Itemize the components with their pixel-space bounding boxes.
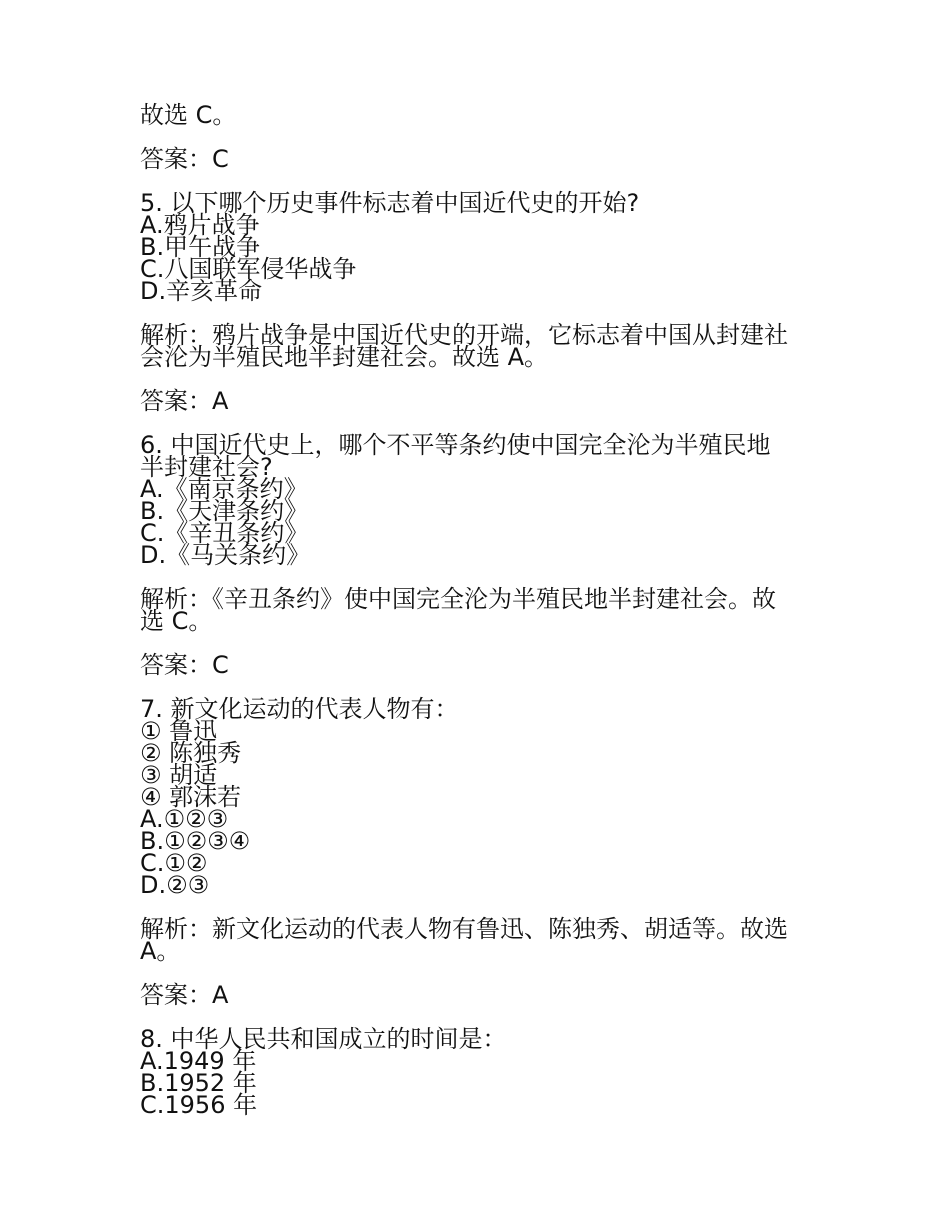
question-6-option-b: B.《天津条约》 <box>140 497 309 525</box>
question-7-option-c: C.①② <box>140 849 208 877</box>
question-6-answer-block <box>140 651 820 679</box>
question-6-analysis <box>140 585 820 635</box>
question-7-analysis <box>140 915 820 965</box>
question-6-analysis-line-2: 选 C。 <box>140 607 213 635</box>
question-7-option-d: D.②③ <box>140 871 210 899</box>
question-6-option-a: A.《南京条约》 <box>140 475 308 503</box>
prev-conclusion: 故选 C。 <box>140 101 237 129</box>
question-7 <box>140 695 820 899</box>
question-7-text: 7. 新文化运动的代表人物有： <box>140 695 459 723</box>
question-5 <box>140 189 820 305</box>
question-7-option-b: B.①②③④ <box>140 827 251 855</box>
question-7-item-1: ① 鲁迅 <box>140 717 218 745</box>
question-5-option-a: A.鸦片战争 <box>140 211 260 239</box>
question-7-answer-block <box>140 981 820 1009</box>
prev-answer-block <box>140 145 820 173</box>
question-8 <box>140 1025 820 1119</box>
question-5-analysis-line-2: 会沦为半殖民地半封建社会。故选 A。 <box>140 343 549 371</box>
question-7-option-a: A.①②③ <box>140 805 229 833</box>
question-6-option-c: C.《辛丑条约》 <box>140 519 309 547</box>
question-7-item-4: ④ 郭沫若 <box>140 783 242 811</box>
question-8-text: 8. 中华人民共和国成立的时间是： <box>140 1025 507 1053</box>
question-7-analysis-line-1: 解析：新文化运动的代表人物有鲁迅、陈独秀、胡适等。故选 <box>140 915 788 943</box>
question-6-text-line-1: 6. 中国近代史上，哪个不平等条约使中国完全沦为半殖民地 <box>140 431 771 459</box>
question-7-item-2: ② 陈独秀 <box>140 739 242 767</box>
question-6-answer: 答案：C <box>140 651 229 679</box>
question-7-item-3: ③ 胡适 <box>140 761 218 789</box>
question-5-analysis <box>140 321 820 371</box>
document-page <box>140 101 820 1138</box>
question-5-answer: 答案：A <box>140 387 229 415</box>
question-5-option-b: B.甲午战争 <box>140 233 261 261</box>
question-5-option-d: D.辛亥革命 <box>140 277 263 305</box>
question-5-answer-block <box>140 387 820 415</box>
question-8-option-b: B.1952 年 <box>140 1069 257 1097</box>
question-5-option-c: C.八国联军侵华战争 <box>140 255 357 283</box>
question-5-analysis-line-1: 解析：鸦片战争是中国近代史的开端，它标志着中国从封建社 <box>140 321 788 349</box>
question-6 <box>140 431 820 569</box>
question-7-analysis-line-2: A。 <box>140 937 181 965</box>
question-5-text: 5. 以下哪个历史事件标志着中国近代史的开始? <box>140 189 640 217</box>
question-8-option-c: C.1956 年 <box>140 1091 258 1119</box>
question-6-option-d: D.《马关条约》 <box>140 541 311 569</box>
question-6-text-line-2: 半封建社会? <box>140 453 273 481</box>
prev-conclusion-block <box>140 101 820 129</box>
question-7-answer: 答案：A <box>140 981 229 1009</box>
prev-answer: 答案：C <box>140 145 229 173</box>
question-8-option-a: A.1949 年 <box>140 1047 257 1075</box>
question-6-analysis-line-1: 解析：《辛丑条约》使中国完全沦为半殖民地半封建社会。故 <box>140 585 776 613</box>
